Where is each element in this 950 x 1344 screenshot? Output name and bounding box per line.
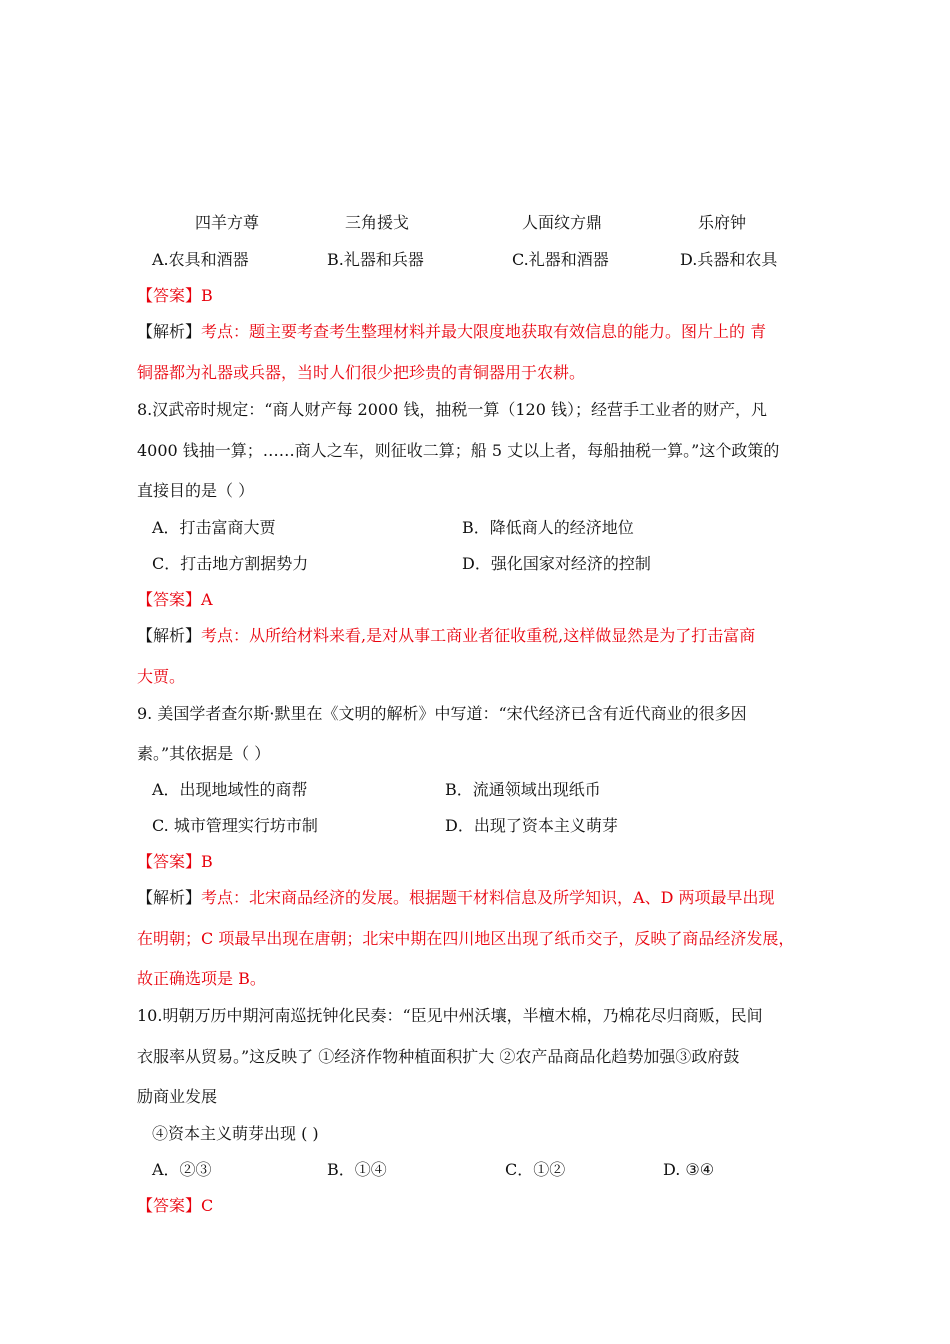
q8-option-c: C．打击地方割据势力	[152, 554, 309, 573]
explanation-text: 考点：从所给材料来看,是对从事工商业者征收重税,这样做显然是为了打击富商	[201, 626, 756, 645]
explanation-tag: 【解析】	[137, 626, 202, 645]
q10-stem-line1: 10.明朝万历中期河南巡抚钟化民奏：“臣见中州沃壤，半檀木棉，乃棉花尽归商贩，民间	[137, 1006, 763, 1025]
q9-option-d: D．出现了资本主义萌芽	[445, 816, 618, 835]
explanation-tag: 【解析】	[137, 322, 202, 341]
q8-option-a: A．打击富商大贾	[152, 518, 276, 537]
answer-value: A	[201, 590, 213, 609]
q9-explanation-line2: 在明朝；C 项最早出现在唐朝；北宋中期在四川地区出现了纸币交子，反映了商品经济发展，	[137, 929, 795, 948]
q10-option-a: A．②③	[152, 1160, 212, 1179]
q8-stem-line1: 8.汉武帝时规定：“商人财产每 2000 钱，抽税一算（120 钱）；经营手工业者的财产，凡	[137, 400, 767, 419]
q9-option-b: B．流通领域出现纸币	[445, 780, 601, 799]
answer-value: C	[201, 1196, 214, 1215]
q7-answer	[137, 285, 213, 307]
q9-option-a: A．出现地域性的商帮	[152, 780, 308, 799]
q10-option-d: D. ③④	[663, 1160, 715, 1179]
q10-stem-line2: 衣服率从贸易。”这反映了 ①经济作物种植面积扩大 ②农产品商品化趋势加强③政府鼓	[137, 1047, 740, 1066]
q8-option-d: D．强化国家对经济的控制	[462, 554, 651, 573]
answer-tag: 【答案】	[137, 852, 202, 871]
caption-sanjiao-yuange: 三角援戈	[345, 213, 410, 232]
explanation-text: 考点：题主要考查考生整理材料并最大限度地获取有效信息的能力。图片上的 青	[201, 322, 767, 341]
q9-option-c: C. 城市管理实行坊市制	[152, 816, 318, 835]
q10-stem-line3: 励商业发展	[137, 1087, 218, 1106]
caption-siyang-fangzun: 四羊方尊	[195, 213, 260, 232]
caption-yuefu-zhong: 乐府钟	[698, 213, 747, 232]
q9-explanation-line1	[137, 887, 775, 909]
q7-option-b: B.礼器和兵器	[327, 250, 424, 269]
q8-explanation-line2: 大贾。	[137, 667, 186, 686]
q9-stem-line1: 9. 美国学者查尔斯·默里在《文明的解析》中写道：“宋代经济已含有近代商业的很多因	[137, 704, 747, 723]
q10-stem-line4: ④资本主义萌芽出现 ( )	[152, 1124, 319, 1143]
q7-option-c: C.礼器和酒器	[512, 250, 609, 269]
q10-option-c: C．①②	[505, 1160, 566, 1179]
q7-explanation-line1	[137, 321, 766, 343]
q9-answer	[137, 851, 213, 873]
q9-explanation-line3: 故正确选项是 B。	[137, 969, 266, 988]
explanation-text: 考点：北宋商品经济的发展。根据题干材料信息及所学知识，A、D 两项最早出现	[201, 888, 775, 907]
q8-option-b: B．降低商人的经济地位	[462, 518, 634, 537]
q7-option-d: D.兵器和农具	[680, 250, 778, 269]
q9-stem-line2: 素。”其依据是（ ）	[137, 744, 271, 763]
answer-tag: 【答案】	[137, 590, 202, 609]
q8-stem-line3: 直接目的是（ ）	[137, 481, 255, 500]
q10-answer	[137, 1195, 213, 1217]
q8-answer	[137, 589, 213, 611]
answer-tag: 【答案】	[137, 286, 202, 305]
q8-explanation-line1	[137, 625, 755, 647]
q8-stem-line2: 4000 钱抽一算；……商人之车，则征收二算；船 5 丈以上者，每船抽税一算。”这个政策的	[137, 441, 780, 460]
q7-option-a: A.农具和酒器	[152, 250, 249, 269]
answer-tag: 【答案】	[137, 1196, 202, 1215]
explanation-tag: 【解析】	[137, 888, 202, 907]
q7-explanation-line2: 铜器都为礼器或兵器，当时人们很少把珍贵的青铜器用于农耕。	[137, 363, 586, 382]
q10-option-b: B．①④	[327, 1160, 387, 1179]
caption-renmianwen-fangding: 人面纹方鼎	[522, 213, 603, 232]
answer-value: B	[201, 286, 213, 305]
answer-value: B	[201, 852, 213, 871]
